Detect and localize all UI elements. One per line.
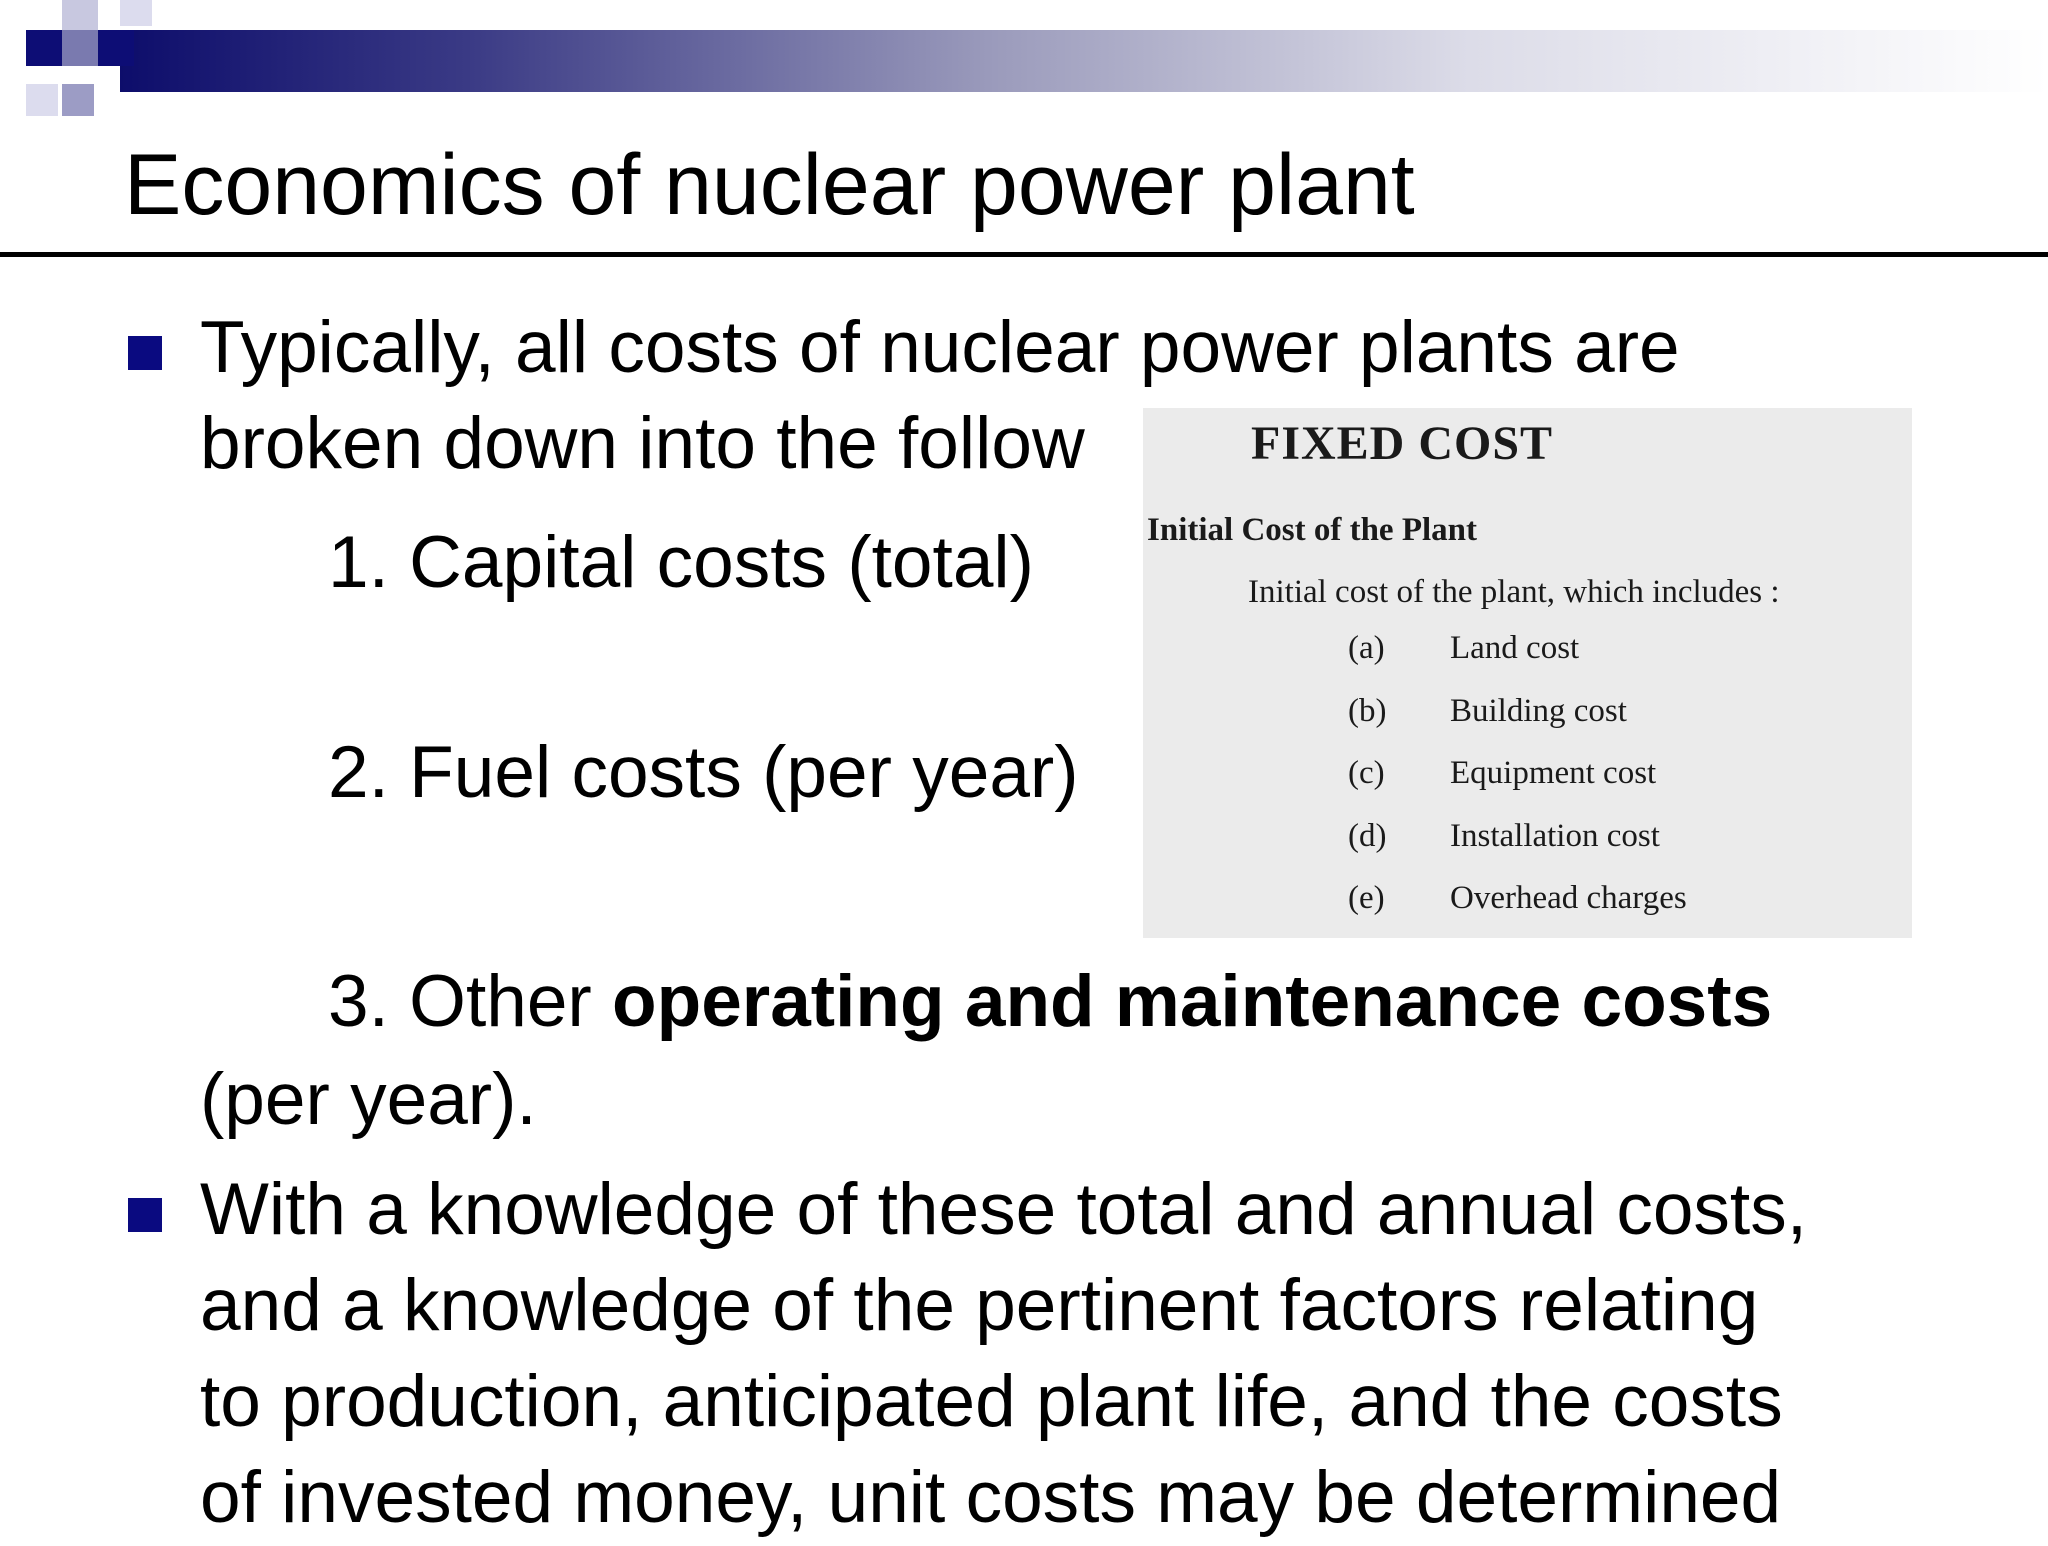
header-gradient-bar bbox=[120, 30, 2048, 92]
item-fuel-costs: 2. Fuel costs (per year) bbox=[328, 732, 1079, 813]
inset-list-marker: (a) bbox=[1348, 630, 1385, 666]
header-decor-square bbox=[26, 84, 58, 116]
inset-list-item bbox=[1348, 693, 1687, 756]
bullet-2-text bbox=[200, 1162, 1807, 1546]
inset-subheading: Initial Cost of the Plant bbox=[1147, 512, 1477, 548]
item-om-continuation: (per year). bbox=[200, 1059, 537, 1140]
inset-list-marker: (e) bbox=[1348, 880, 1385, 916]
header-decor-square bbox=[62, 30, 98, 66]
slide-title: Economics of nuclear power plant bbox=[124, 137, 1415, 233]
bullet-1-line: Typically, all costs of nuclear power plants are bbox=[200, 307, 1680, 388]
item-om-bold: operating and maintenance costs bbox=[612, 961, 1773, 1042]
item-om-costs bbox=[328, 954, 1772, 1050]
header-decor-square bbox=[62, 0, 98, 30]
inset-list-marker: (b) bbox=[1348, 692, 1387, 729]
item-capital-costs: 1. Capital costs (total) bbox=[328, 522, 1034, 603]
inset-intro: Initial cost of the plant, which includes : bbox=[1248, 574, 1780, 610]
bullet-square-icon bbox=[128, 336, 162, 370]
inset-list-item bbox=[1348, 755, 1687, 818]
bullet-2-line: to production, anticipated plant life, and the costs bbox=[200, 1361, 1783, 1442]
header-decor-square bbox=[26, 30, 62, 66]
bullet-square-icon bbox=[128, 1198, 162, 1232]
inset-list-marker: (d) bbox=[1348, 817, 1387, 854]
inset-list-text: Land cost bbox=[1450, 630, 1580, 666]
inset-list-item bbox=[1348, 630, 1687, 693]
header-decor-square bbox=[120, 0, 152, 26]
bullet-2-line: and a knowledge of the pertinent factors relating bbox=[200, 1265, 1759, 1346]
inset-list-text: Overhead charges bbox=[1450, 880, 1687, 916]
header-decor-square bbox=[98, 30, 134, 66]
bullet-2-line: With a knowledge of these total and annual costs, bbox=[200, 1169, 1807, 1250]
title-divider bbox=[0, 252, 2048, 257]
inset-list-item bbox=[1348, 880, 1687, 943]
inset-list-text: Equipment cost bbox=[1450, 755, 1657, 791]
inset-list-item bbox=[1348, 818, 1687, 881]
header-decor-square bbox=[62, 84, 94, 116]
inset-list-marker: (c) bbox=[1348, 755, 1385, 791]
inset-list-text: Installation cost bbox=[1450, 817, 1660, 854]
inset-cost-list bbox=[1348, 630, 1687, 943]
inset-list-text: Building cost bbox=[1450, 692, 1627, 729]
fixed-cost-inset-image bbox=[1143, 408, 1912, 938]
bullet-1-line: broken down into the follow bbox=[200, 403, 1085, 484]
bullet-2-line: of invested money, unit costs may be determined bbox=[200, 1457, 1782, 1538]
inset-heading: FIXED COST bbox=[1251, 417, 1554, 470]
item-om-prefix: 3. Other bbox=[328, 961, 613, 1042]
